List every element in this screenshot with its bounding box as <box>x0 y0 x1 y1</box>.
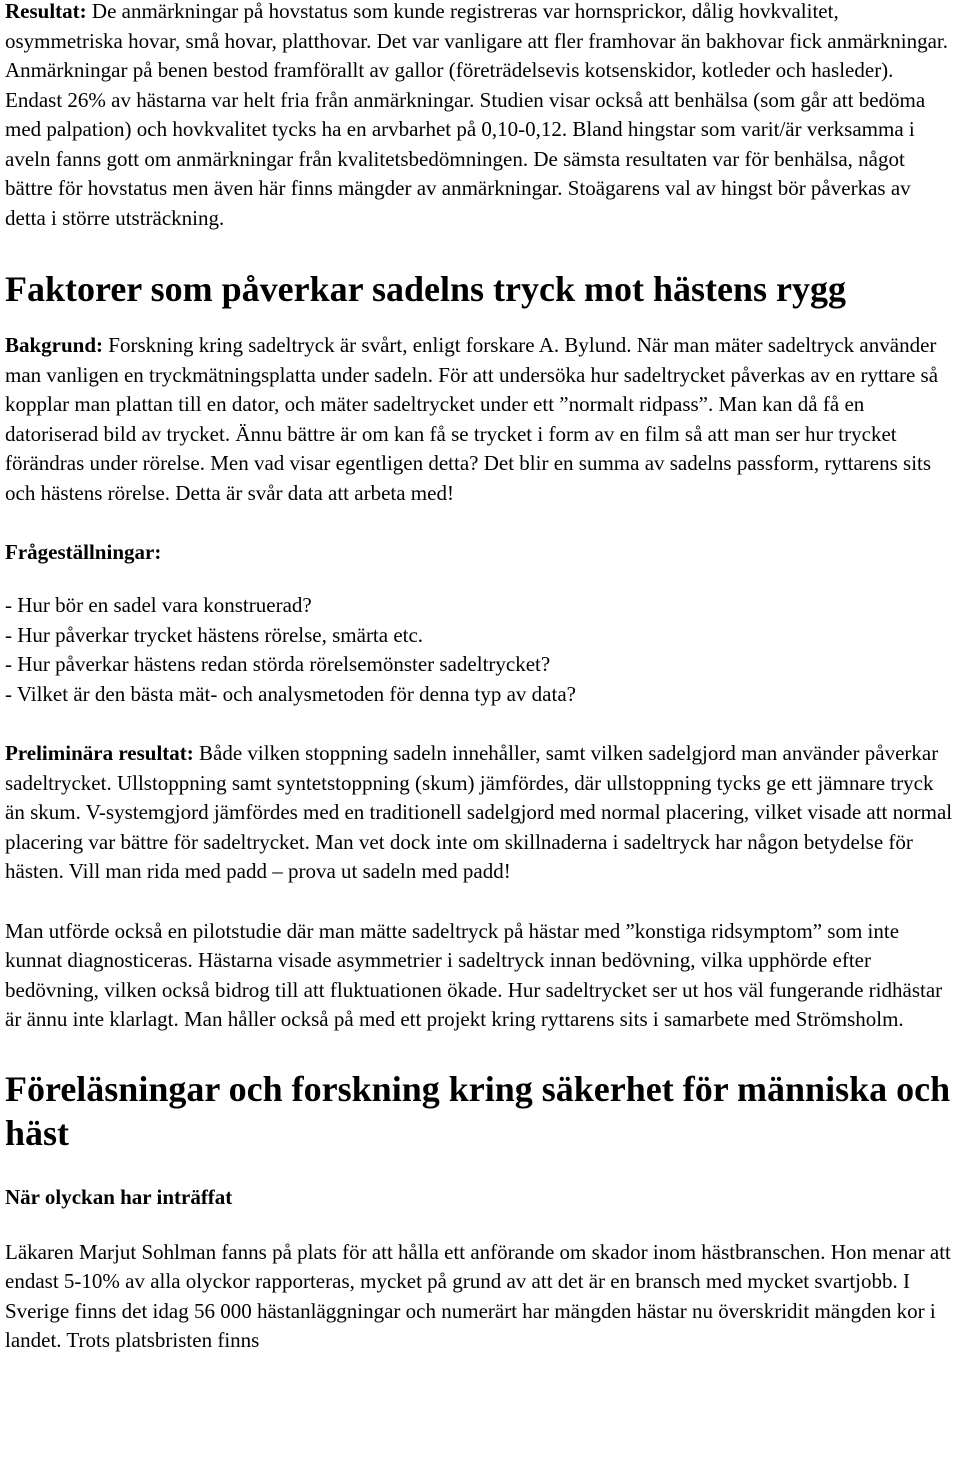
list-item: - Vilket är den bästa mät- och analysmetoden för denna typ av data? <box>5 681 576 706</box>
pilot-study-paragraph: Man utförde också en pilotstudie där man mätte sadeltryck på hästar med ”konstiga ridsymptom” som inte kunnat diagnosticeras. Hästarna visade asymmetrier i sadeltryck innan bedövning, vilka upphörde efter bedövning, vilken också bidrog till att fluktuationen ökade. Hur sadeltrycket ser ut hos väl fungerande ridhästar är ännu inte klarlagt. Man håller också på med ett projekt kring ryttarens sits i samarbete med Strömsholm. <box>5 918 943 1031</box>
subheading-accident: När olyckan har inträffat <box>5 1184 233 1209</box>
preliminary-results-text: Både vilken stoppning sadeln innehåller, samt vilken sadelgjord man använder påverkar sadeltrycket. Ullstoppning samt syntetstoppning (skum) jämfördes, där ullstoppning tycks ge ett jämnare tryck än skum. V-systemgjord jämfördes med en traditionell sadelgjord med normal placering, vilket visade att normal placering var bättre för sadeltrycket. Man vet dock inte om skillnaderna i sadeltryck har någon betydelse för hästen. Vill man rida med padd – prova ut sadeln med padd! <box>5 741 953 883</box>
background-text: Forskning kring sadeltryck är svårt, enligt forskare A. Bylund. När man mäter sadeltryck använder man vanligen en tryckmätningsplatta under sadeln. För att undersöka hur sadeltrycket påverkas av en ryttare så kopplar man plattan till en dator, och mäter sadeltrycket under ett ”normalt ridpass”. Man kan då få en datoriserad bild av trycket. Ännu bättre är om kan få se trycket i form av en film så att man ser hur trycket förändras under rörelse. Men vad visar egentligen detta? Det blir en summa av sadelns passform, ryttarens sits och hästens rörelse. Detta är svår data att arbeta med! <box>5 333 939 505</box>
questions-heading: Frågeställningar: <box>5 540 162 564</box>
results-label: Resultat: <box>5 0 87 23</box>
preliminary-results-paragraph <box>5 739 955 887</box>
list-item: - Hur bör en sadel vara konstruerad? <box>5 593 312 617</box>
list-item: - Hur påverkar trycket hästens rörelse, smärta etc. <box>5 622 424 647</box>
preliminary-results-label: Preliminära resultat: <box>5 741 194 765</box>
background-paragraph <box>5 331 955 508</box>
questions-list <box>5 591 955 709</box>
section-heading-safety: Föreläsningar och forskning kring säkerhet för människa och häst <box>5 1068 951 1153</box>
section-heading-saddle: Faktorer som påverkar sadelns tryck mot hästens rygg <box>5 269 846 309</box>
background-label: Bakgrund: <box>5 333 104 357</box>
results-paragraph <box>5 0 955 233</box>
results-text: De anmärkningar på hovstatus som kunde registreras var hornsprickor, dålig hovkvalitet, osymmetriska hovar, små hovar, platthovar. Det var vanligare att fler framhovar än bakhovar fick anmärkningar. Anmärkningar på benen bestod framförallt av gallor (företrädelsevis kotsenskidor, kotleder och hasleder). Endast 26% av hästarna var helt fria från anmärkningar. Studien visar också att benhälsa (som går att bedöma med palpation) och hovkvalitet tycks ha en arvbarhet på 0,10-0,12. Bland hingstar som varit/är verksamma i aveln fanns gott om anmärkningar från kvalitetsbedömningen. De sämsta resultaten var för benhälsa, något bättre för hovstatus men även här finns mängder av anmärkningar. Stoägarens val av hingst bör påverkas av detta i större utsträckning. <box>5 0 948 230</box>
list-item: - Hur påverkar hästens redan störda rörelsemönster sadeltrycket? <box>5 652 551 676</box>
accident-paragraph: Läkaren Marjut Sohlman fanns på plats för att hålla ett anförande om skador inom hästbranschen. Hon menar att endast 5-10% av alla olyckor rapporteras, mycket på grund av att det är en bransch med mycket svartjobb. I Sverige finns det idag 56 000 hästanläggningar och numerärt har mängden hästar nu överskridit mängden kor i landet. Trots platsbristen finns <box>5 1239 951 1352</box>
